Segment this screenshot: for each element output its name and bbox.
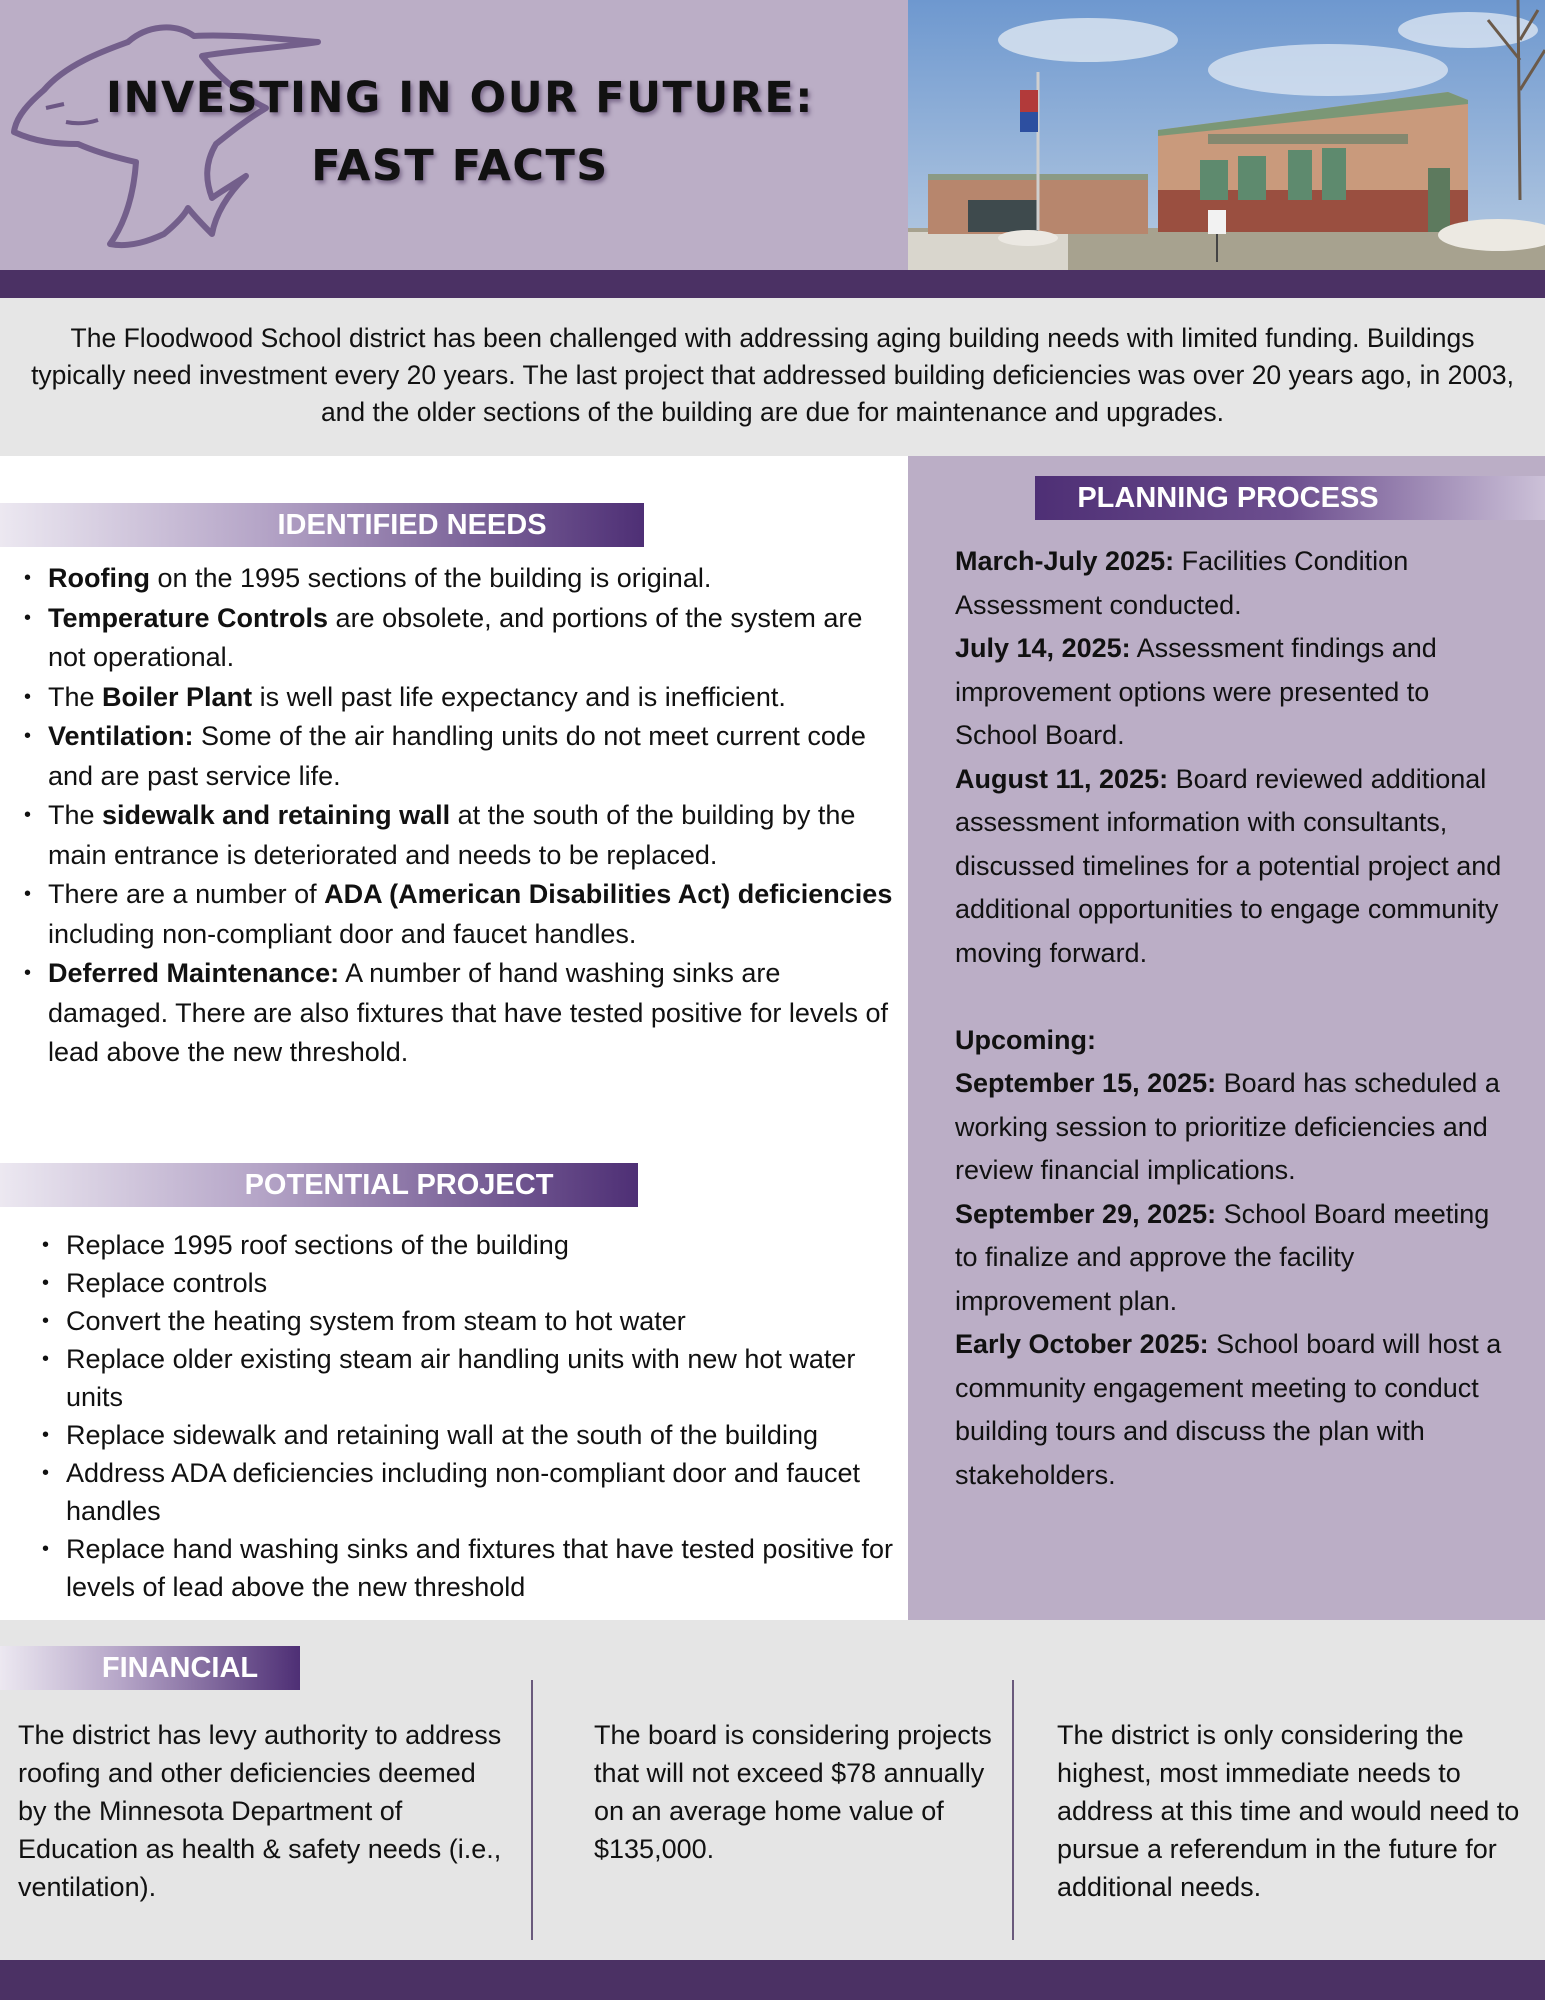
timeline-date: September 15, 2025:: [955, 1068, 1217, 1098]
need-prefix: The: [48, 681, 103, 712]
financial-column-1: The district has levy authority to address roofing and other deficiencies deemed by the Minnesota Department of Education as health & safety needs (i.e., ventilation).: [18, 1720, 502, 1902]
timeline-date: July 14, 2025:: [955, 633, 1131, 663]
header: [0, 0, 1545, 270]
need-label: Deferred Maintenance:: [48, 958, 340, 988]
list-item: [24, 559, 894, 599]
school-building-photo: [908, 0, 1545, 270]
timeline-entry: [955, 627, 1515, 758]
timeline-text: Assessment findings and improvement options were presented to School Board.: [955, 633, 1437, 750]
spacer: [955, 975, 1515, 1019]
need-description: including non-compliant door and faucet handles.: [48, 918, 637, 949]
title-line-2: FAST FACTS: [311, 141, 609, 191]
list-item: • Replace 1995 roof sections of the building: [42, 1226, 902, 1264]
timeline-entry: [955, 540, 1515, 627]
need-description: are obsolete, and portions of the system are not operational.: [48, 602, 863, 672]
list-item: • Replace sidewalk and retaining wall at the south of the building: [42, 1416, 902, 1454]
financial-column-3: The district is only considering the highest, most immediate needs to address at this time and would need to pursue a referendum in the future for additional needs.: [1057, 1720, 1520, 1902]
need-description: A number of hand washing sinks are damaged. There are also fixtures that have tested positive for levels of lead above the new threshold.: [48, 958, 888, 1067]
timeline-date: August 11, 2025:: [955, 763, 1169, 794]
timeline-entry: [955, 1193, 1515, 1324]
financial-heading: FINANCIAL: [0, 1646, 300, 1690]
timeline-text: Board reviewed additional assessment information with consultants, discussed timelines for a potential project and additional opportunities to engage community moving forward.: [955, 763, 1502, 968]
potential-project-heading: POTENTIAL PROJECT: [0, 1163, 638, 1207]
list-item: • Replace hand washing sinks and fixtures that have tested positive for levels of lead above the new threshold: [42, 1530, 902, 1606]
timeline-text: Board has scheduled a working session to prioritize deficiencies and review financial implications.: [955, 1068, 1500, 1185]
timeline-date: September 29, 2025:: [955, 1198, 1217, 1229]
list-item: • Replace older existing steam air handling units with new hot water units: [42, 1340, 902, 1416]
identified-needs-heading: IDENTIFIED NEEDS: [0, 503, 644, 547]
need-description: on the 1995 sections of the building is original.: [149, 563, 712, 593]
timeline-date: March-July 2025:: [955, 546, 1175, 576]
need-label: ADA (American Disabilities Act) deficiencies: [324, 879, 893, 909]
intro-paragraph: [0, 298, 1545, 456]
column-divider: [1012, 1680, 1014, 1940]
footer-band: [0, 1960, 1545, 2000]
need-prefix: There are a number of: [48, 879, 325, 909]
timeline-text: School board will host a community engagement meeting to conduct building tours and discuss the plan with stakeholders.: [955, 1329, 1502, 1490]
need-label: Boiler Plant: [102, 681, 253, 712]
need-label: Roofing: [48, 563, 150, 593]
title-line-1: INVESTING IN OUR FUTURE:: [106, 73, 814, 123]
need-description: is well past life expectancy and is inefficient.: [252, 681, 786, 712]
need-label: Temperature Controls: [48, 602, 329, 633]
page-title: [100, 64, 820, 200]
timeline-text: School Board meeting to finalize and approve the facility improvement plan.: [955, 1198, 1490, 1316]
list-item: [24, 875, 894, 954]
column-divider: [531, 1680, 533, 1940]
timeline-entry: [955, 758, 1515, 976]
timeline-date: Early October 2025:: [955, 1329, 1209, 1359]
timeline-text: Facilities Condition Assessment conducted.: [955, 546, 1409, 620]
header-band: [0, 270, 1545, 298]
upcoming-label: [955, 1019, 1515, 1063]
list-item: [24, 796, 894, 875]
need-prefix: The: [48, 800, 103, 830]
need-label: Ventilation:: [48, 721, 194, 751]
planning-process-text: [955, 540, 1515, 1497]
timeline-entry: [955, 1062, 1515, 1193]
financial-column-2: The board is considering projects that will not exceed $78 annually on an average home value of $135,000.: [594, 1720, 992, 1864]
list-item: [24, 717, 894, 796]
timeline-entry: [955, 1323, 1515, 1497]
intro-text: The Floodwood School district has been challenged with addressing aging building needs with limited funding. Buildings typically need investment every 20 years. The last project that addressed building deficiencies was over 20 years ago, in 2003, and the older sections of the building are due for maintenance and upgrades.: [31, 323, 1514, 427]
upcoming-label-text: Upcoming:: [955, 1024, 1096, 1055]
list-item: [24, 599, 894, 678]
list-item: [24, 678, 894, 718]
identified-needs-list: [24, 559, 894, 1073]
need-description: at the south of the building by the main entrance is deteriorated and needs to be replaced.: [48, 800, 856, 870]
planning-process-heading: PLANNING PROCESS: [1035, 476, 1545, 520]
list-item: • Convert the heating system from steam to hot water: [42, 1302, 902, 1340]
need-description: Some of the air handling units do not meet current code and are past service life.: [48, 721, 866, 791]
list-item: [24, 954, 894, 1073]
list-item: • Address ADA deficiencies including non-compliant door and faucet handles: [42, 1454, 902, 1530]
potential-project-list: [42, 1226, 902, 1606]
list-item: • Replace controls: [42, 1264, 902, 1302]
need-label: sidewalk and retaining wall: [102, 800, 451, 830]
